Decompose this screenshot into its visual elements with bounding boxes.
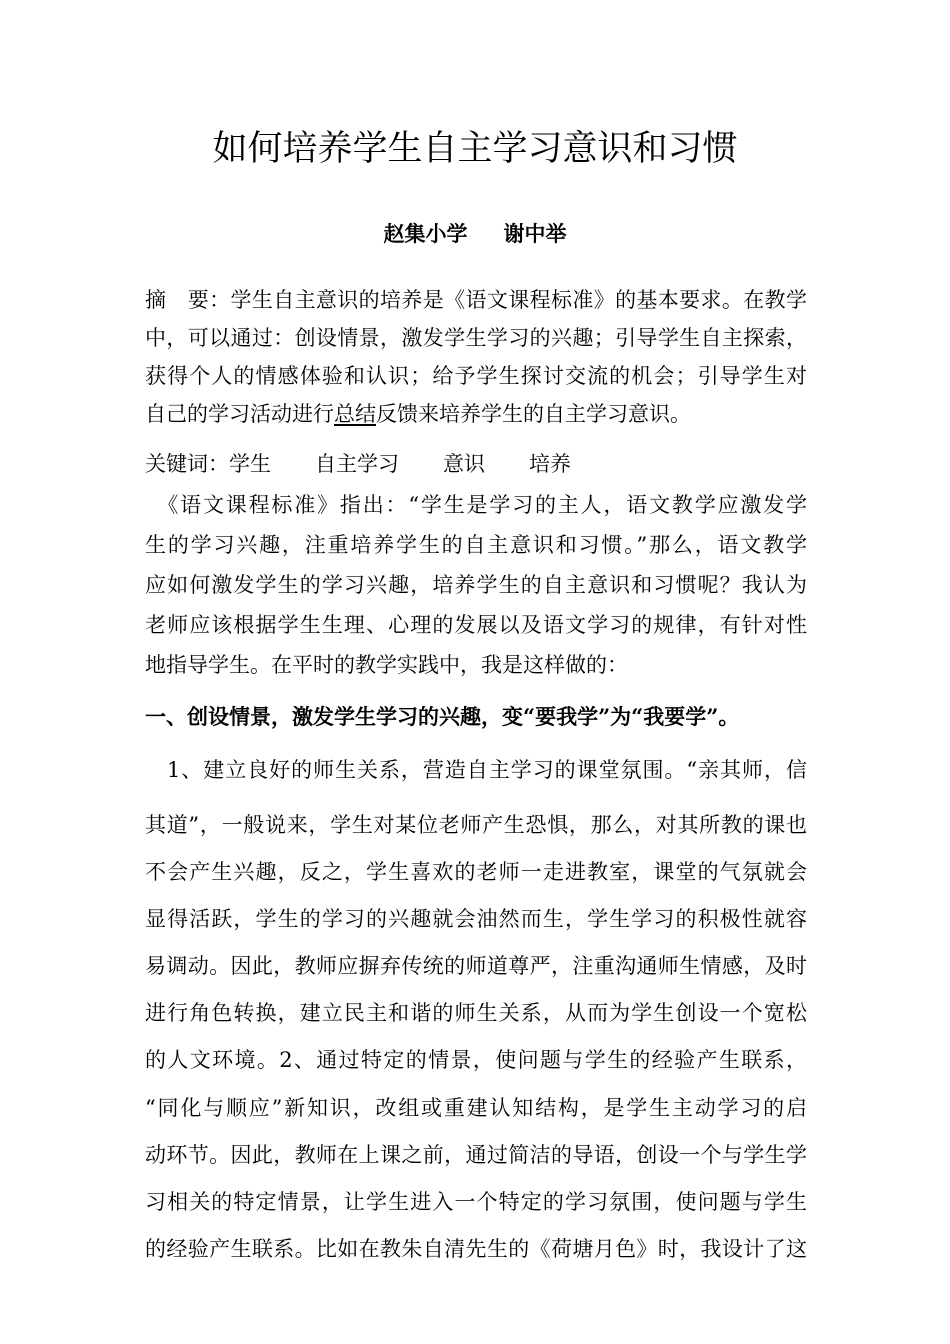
body-paragraph xyxy=(145,802,807,1273)
paragraph-line: 地指导学生。在平时的教学实践中，我是这样做的： xyxy=(145,653,628,677)
author-school: 赵集小学 xyxy=(383,221,468,246)
abstract-line: 摘 要：学生自主意识的培养是《语文课程标准》的基本要求。在教学 xyxy=(145,288,807,312)
paragraph-line: 老师应该根据学生生理、心理的发展以及语文学习的规律，有针对性 xyxy=(145,613,807,637)
paragraph-line: 其道”，一般说来，学生对某位老师产生恐惧，那么，对其所教的课也 xyxy=(145,813,807,837)
paragraph-line: 的经验产生联系。比如在教朱自清先生的《荷塘月色》时，我设计了这 xyxy=(145,1236,807,1261)
keyword: 自主学习 xyxy=(315,452,399,476)
paragraph-line: 进行角色转换，建立民主和谐的师生关系，从而为学生创设一个宽松 xyxy=(145,1001,807,1026)
document-title: 如何培养学生自主学习意识和习惯 xyxy=(212,129,738,169)
keywords xyxy=(145,448,807,480)
paragraph-line: “同化与顺应”新知识，改组或重建认知结构，是学生主动学习的启 xyxy=(145,1095,807,1120)
author-line xyxy=(0,220,950,248)
paragraph-line: 应如何激发学生的学习兴趣，培养学生的自主意识和习惯呢？我认为 xyxy=(145,573,807,597)
abstract-text: 反馈来培养学生的自主学习意识。 xyxy=(376,402,691,426)
keyword: 学生 xyxy=(229,452,271,476)
abstract-text: 自己的学习活动进行 xyxy=(145,402,334,426)
keyword: 培养 xyxy=(529,452,571,476)
paragraph-line: 习相关的特定情景，让学生进入一个特定的学习氛围，使问题与学生 xyxy=(145,1189,807,1214)
abstract-line: 中，可以通过：创设情景，激发学生学习的兴趣；引导学生自主探索， xyxy=(145,326,807,350)
author-name: 谢中举 xyxy=(503,221,567,246)
paragraph-line: 1、建立良好的师生关系，营造自主学习的课堂氛围。“亲其师，信 xyxy=(145,758,807,782)
paragraph-line: 的人文环境。2、通过特定的情景，使问题与学生的经验产生联系， xyxy=(145,1048,807,1073)
paragraph-line: 《语文课程标准》指出：“学生是学习的主人，语文教学应激发学 xyxy=(145,493,807,517)
paragraph-line: 不会产生兴趣，反之，学生喜欢的老师一走进教室，课堂的气氛就会 xyxy=(145,860,807,885)
intro-paragraph xyxy=(145,485,807,685)
underlined-word: 总结 xyxy=(334,402,376,426)
paragraph-line: 生的学习兴趣，注重培养学生的自主意识和习惯。”那么，语文教学 xyxy=(145,533,807,557)
paragraph-line: 显得活跃，学生的学习的兴趣就会油然而生，学生学习的积极性就容 xyxy=(145,907,807,932)
abstract-line: 获得个人的情感体验和认识；给予学生探讨交流的机会；引导学生对 xyxy=(145,364,807,388)
paragraph-line: 易调动。因此，教师应摒弃传统的师道尊严，注重沟通师生情感，及时 xyxy=(145,954,807,979)
point-first-line xyxy=(145,750,807,790)
abstract xyxy=(145,281,807,433)
paragraph-line: 动环节。因此，教师在上课之前，通过简洁的导语，创设一个与学生学 xyxy=(145,1142,807,1167)
keywords-label: 关键词： xyxy=(145,452,229,476)
abstract-line-last xyxy=(145,395,807,433)
section-heading: 一、创设情景，激发学生学习的兴趣，变“要我学”为“我要学”。 xyxy=(145,704,740,729)
keyword: 意识 xyxy=(443,452,485,476)
